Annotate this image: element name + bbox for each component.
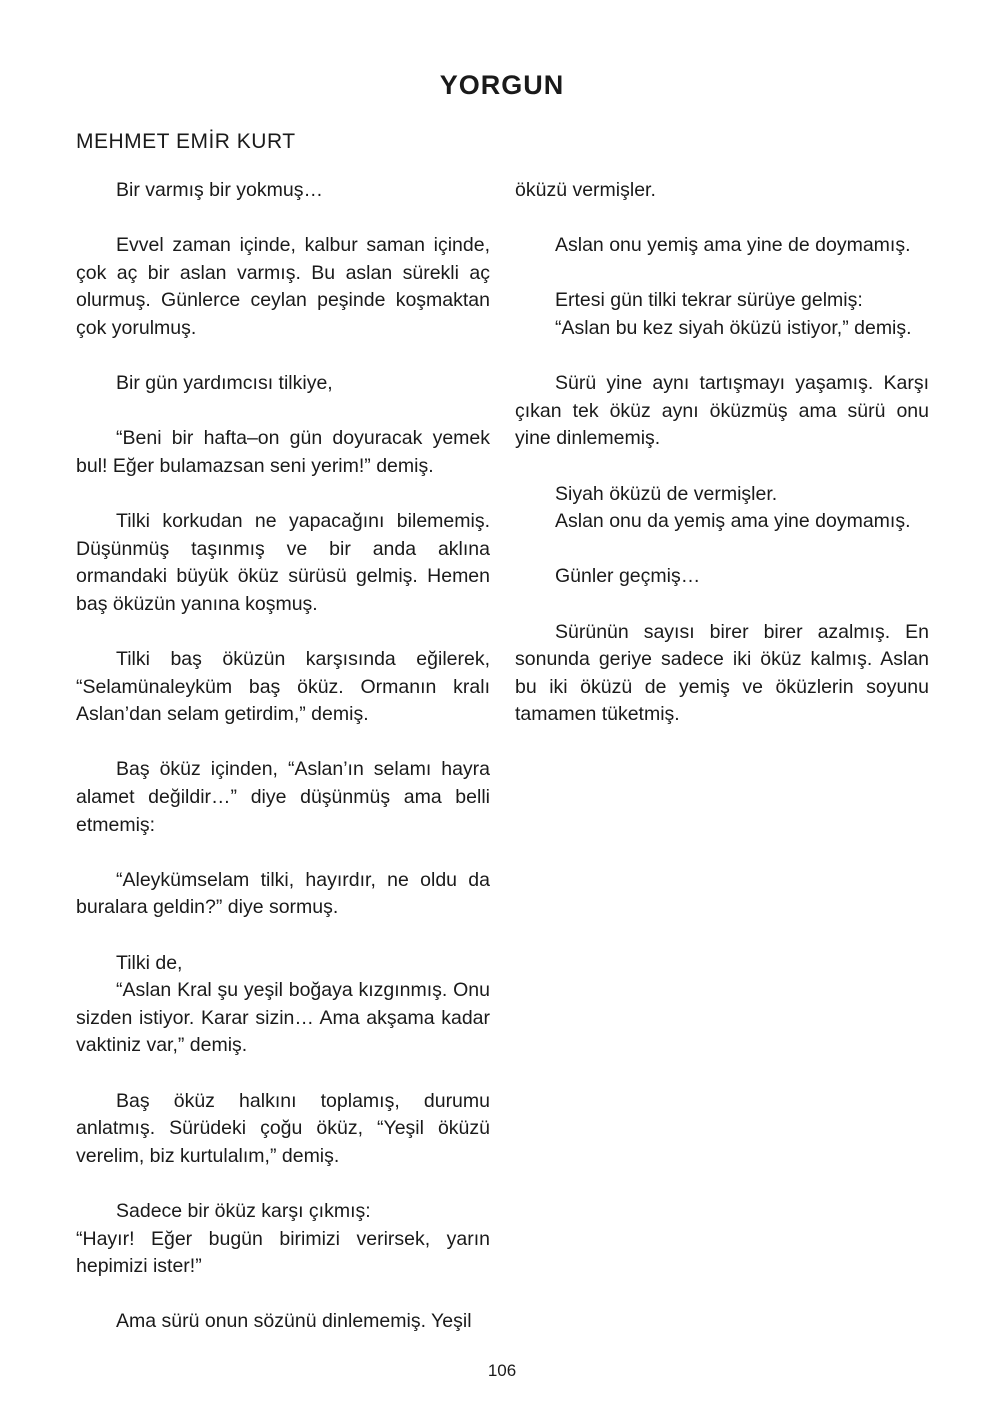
page-number: 106 [487,1361,517,1380]
right-column [515,177,929,729]
paragraph: Sürü yine aynı tartışmayı yaşamış. Karşı çıkan tek öküz aynı öküzmüş ama sürü onu yine dinlememiş. [515,372,929,450]
paragraph: Baş öküz halkını toplamış, durumu anlatmış. Sürüdeki çoğu öküz, “Yeşil öküzü verelim, biz kurtulalım,” demiş. [76,1089,490,1167]
paragraph: Aslan onu yemiş ama yine de doymamış. [555,234,911,257]
paragraph: öküzü vermişler. [515,179,656,201]
paragraph: Tilki baş öküzün karşısında eğilerek, “Selamünaleyküm baş öküz. Ormanın kralı Aslan’dan selam getirdim,” demiş. [76,648,490,726]
paragraph: Tilki de, [116,951,183,974]
story-title: YORGUN [439,70,565,100]
author-name: MEHMET EMİR KURT [76,130,296,153]
paragraph: “Hayır! Eğer bugün birimizi verirsek, yarın hepimizi ister!” [76,1227,490,1278]
paragraph: Sürünün sayısı birer birer azalmış. En sonunda geriye sadece iki öküz kalmış. Aslan bu iki öküzü de yemiş ve öküzlerin soyunu tamamen tüketmiş. [515,620,929,726]
paragraph: Siyah öküzü de vermişler. [555,482,778,505]
paragraph: Baş öküz içinden, “Aslan’ın selamı hayra alamet değildir…” diye düşünmüş ama belli etmemiş: [76,758,490,836]
paragraph: “Aslan bu kez siyah öküzü istiyor,” demiş. [555,316,912,339]
paragraph: Aslan onu da yemiş ama yine doymamış. [555,510,911,533]
paragraph: Ama sürü onun sözünü dinlememiş. Yeşil [116,1310,472,1333]
left-column [76,177,490,1336]
paragraph: Günler geçmiş… [555,565,701,588]
paragraph: “Aleykümselam tilki, hayırdır, ne oldu da buralara geldin?” diye sormuş. [76,868,490,919]
paragraph: Sadece bir öküz karşı çıkmış: [116,1199,371,1222]
paragraph: “Beni bir hafta–on gün doyuracak yemek bul! Eğer bulamazsan seni yerim!” demiş. [76,427,490,477]
paragraph: Ertesi gün tilki tekrar sürüye gelmiş: [555,289,863,312]
paragraph: Bir gün yardımcısı tilkiye, [116,372,333,395]
paragraph: Evvel zaman içinde, kalbur saman içinde, çok aç bir aslan varmış. Bu aslan sürekli aç olurmuş. Günlerce ceylan peşinde koşmaktan çok yorulmuş. [76,234,490,339]
paragraph: “Aslan Kral şu yeşil boğaya kızgınmış. Onu sizden istiyor. Karar sizin… Ama akşama kadar vaktiniz var,” demiş. [76,979,490,1057]
paragraph: Tilki korkudan ne yapacağını bilememiş. Düşünmüş taşınmış ve bir anda aklına ormandaki büyük öküz sürüsü gelmiş. Hemen baş öküzün yanına koşmuş. [76,510,490,615]
paragraph: Bir varmış bir yokmuş… [116,179,323,201]
